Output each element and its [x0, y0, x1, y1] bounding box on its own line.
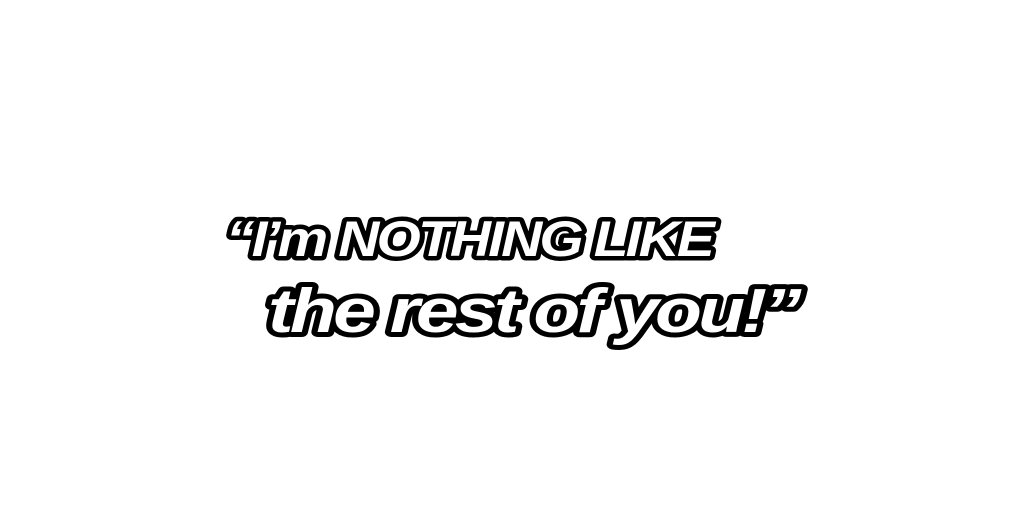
quote-line-2: the rest of you!” — [268, 277, 802, 346]
quote-line-1: “I’m NOTHING LIKE — [226, 211, 717, 267]
